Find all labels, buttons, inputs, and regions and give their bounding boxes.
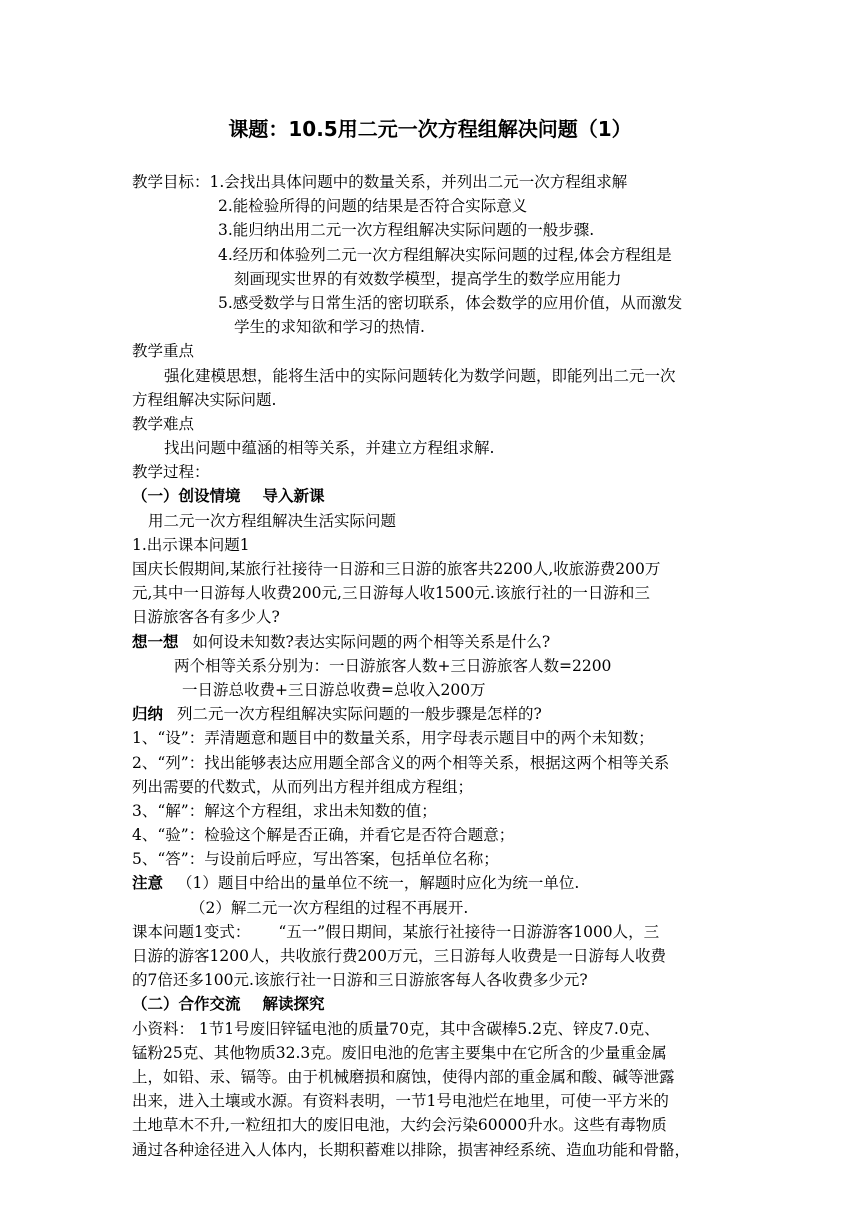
section-2-heading-b: 解读探究: [262, 995, 325, 1014]
step-line-3: 列出需要的代数式，从而列出方程并组成方程组；: [132, 777, 474, 796]
section-2-heading: [132, 992, 732, 1016]
variant-text-1: “五一”假日期间，某旅行社接待一日游游客1000人，三: [278, 922, 660, 941]
material-line-6: 通过各种途径进入人体内，长期积蓄难以排除，损害神经系统、造血功能和骨骼，: [132, 1140, 691, 1159]
step-line-2: 2、“列”：找出能够表达应用题全部含义的两个相等关系，根据这两个相等关系: [132, 753, 670, 772]
note-1: （1）题目中给出的量单位不统一，解题时应化为统一单位.: [177, 874, 580, 893]
section-1-intro: 用二元一次方程组解决生活实际问题: [148, 511, 397, 530]
step-line-4: 3、“解”：解这个方程组，求出未知数的值；: [132, 801, 437, 820]
variant-line-3: 的7倍还多100元.该旅行社一日游和三日游旅客每人各收费多少元?: [132, 971, 588, 990]
material-line-1: 小资料： 1节1号废旧锌锰电池的质量70克，其中含碳棒5.2克、锌皮7.0克、: [132, 1019, 660, 1038]
summary-line: [132, 702, 732, 726]
process-heading: 教学过程：: [132, 463, 210, 482]
variant-label: 课本问题1变式：: [132, 922, 251, 941]
note-line-1: [132, 871, 732, 895]
problem-line-3: 日游旅客各有多少人?: [132, 608, 280, 627]
key-point-heading: 教学重点: [132, 342, 195, 361]
material-line-5: 土地草木不升,一粒纽扣大的废旧电池，大约会污染60000升水。这些有毒物质: [132, 1116, 667, 1135]
think-label: 想一想: [132, 632, 179, 651]
relation-2: 一日游总收费+三日游总收费=总收入200万: [182, 680, 486, 699]
material-line-2: 锰粉25克、其他物质32.3克。废旧电池的危害主要集中在它所含的少量重金属: [132, 1043, 667, 1062]
objective-line-7: 学生的求知欲和学习的热情.: [234, 318, 425, 337]
variant-line-1: [132, 920, 732, 944]
section-1-heading-b: 导入新课: [262, 487, 325, 506]
summary-text: 列二元一次方程组解决实际问题的一般步骤是怎样的?: [177, 705, 542, 724]
difficulty-line: 找出问题中蕴涵的相等关系，并建立方程组求解.: [164, 439, 495, 458]
difficulty-heading: 教学难点: [132, 414, 195, 433]
think-text: 如何设未知数?表达实际问题的两个相等关系是什么?: [192, 632, 551, 651]
step-line-6: 5、“答”：与设前后呼应，写出答案，包括单位名称；: [132, 850, 499, 869]
objective-line-4: 4.经历和体验列二元一次方程组解决实际问题的过程,体会方程组是: [218, 245, 672, 264]
objective-item: 1.会找出具体问题中的数量关系，并列出二元一次方程组求解: [209, 173, 628, 191]
section-1-heading: [132, 484, 732, 508]
material-line-4: 出来，进入土壤或水源。有资料表明，一节1号电池烂在地里，可使一平方米的: [132, 1092, 669, 1111]
note-label: 注意: [132, 874, 164, 893]
note-line-2: （2）解二元一次方程组的过程不再展开.: [190, 898, 469, 917]
step-line-5: 4、“验”：检验这个解是否正确，并看它是否符合题意；: [132, 826, 515, 845]
think-line: [132, 630, 732, 654]
problem-label: 1.出示课本问题1: [132, 535, 250, 554]
problem-line-2: 元,其中一日游每人收费200元,三日游每人收1500元.该旅行社的一日游和三: [132, 584, 650, 603]
key-point-line-2: 方程组解决实际问题.: [132, 390, 277, 409]
lesson-body: [132, 170, 732, 1162]
section-2-heading-a: （二）合作交流: [132, 995, 241, 1014]
objective-line-1: [132, 170, 732, 194]
variant-line-2: 日游的游客1200人，共收旅行费200万元，三日游每人收费是一日游每人收费: [132, 947, 667, 965]
objective-line-6: 5.感受数学与日常生活的密切联系，体会数学的应用价值，从而激发: [218, 293, 683, 312]
problem-line-1: 国庆长假期间,某旅行社接待一日游和三日游的旅客共2200人,收旅游费200万: [132, 560, 661, 578]
section-1-heading-a: （一）创设情境: [132, 487, 241, 506]
objective-line-2: 2.能检验所得的问题的结果是否符合实际意义: [218, 197, 528, 216]
objective-line-5: 刻画现实世界的有效数学模型，提高学生的数学应用能力: [234, 269, 622, 288]
lesson-title: 课题：10.5用二元一次方程组解决问题（1）: [228, 117, 632, 141]
step-line-1: 1、“设”：弄清题意和题目中的数量关系，用字母表示题目中的两个未知数；: [132, 729, 654, 748]
relation-1: 两个相等关系分别为：一日游旅客人数+三日游旅客人数=2200: [174, 656, 612, 675]
key-point-line-1: 强化建模思想，能将生活中的实际问题转化为数学问题，即能列出二元一次: [164, 366, 676, 385]
material-line-3: 上，如铅、汞、镉等。由于机械磨损和腐蚀，使得内部的重金属和酸、碱等泄露: [132, 1067, 675, 1086]
objectives-label: 教学目标：: [132, 173, 210, 191]
summary-label: 归纳: [132, 705, 164, 724]
objective-line-3: 3.能归纳出用二元一次方程组解决实际问题的一般步骤.: [218, 221, 595, 240]
